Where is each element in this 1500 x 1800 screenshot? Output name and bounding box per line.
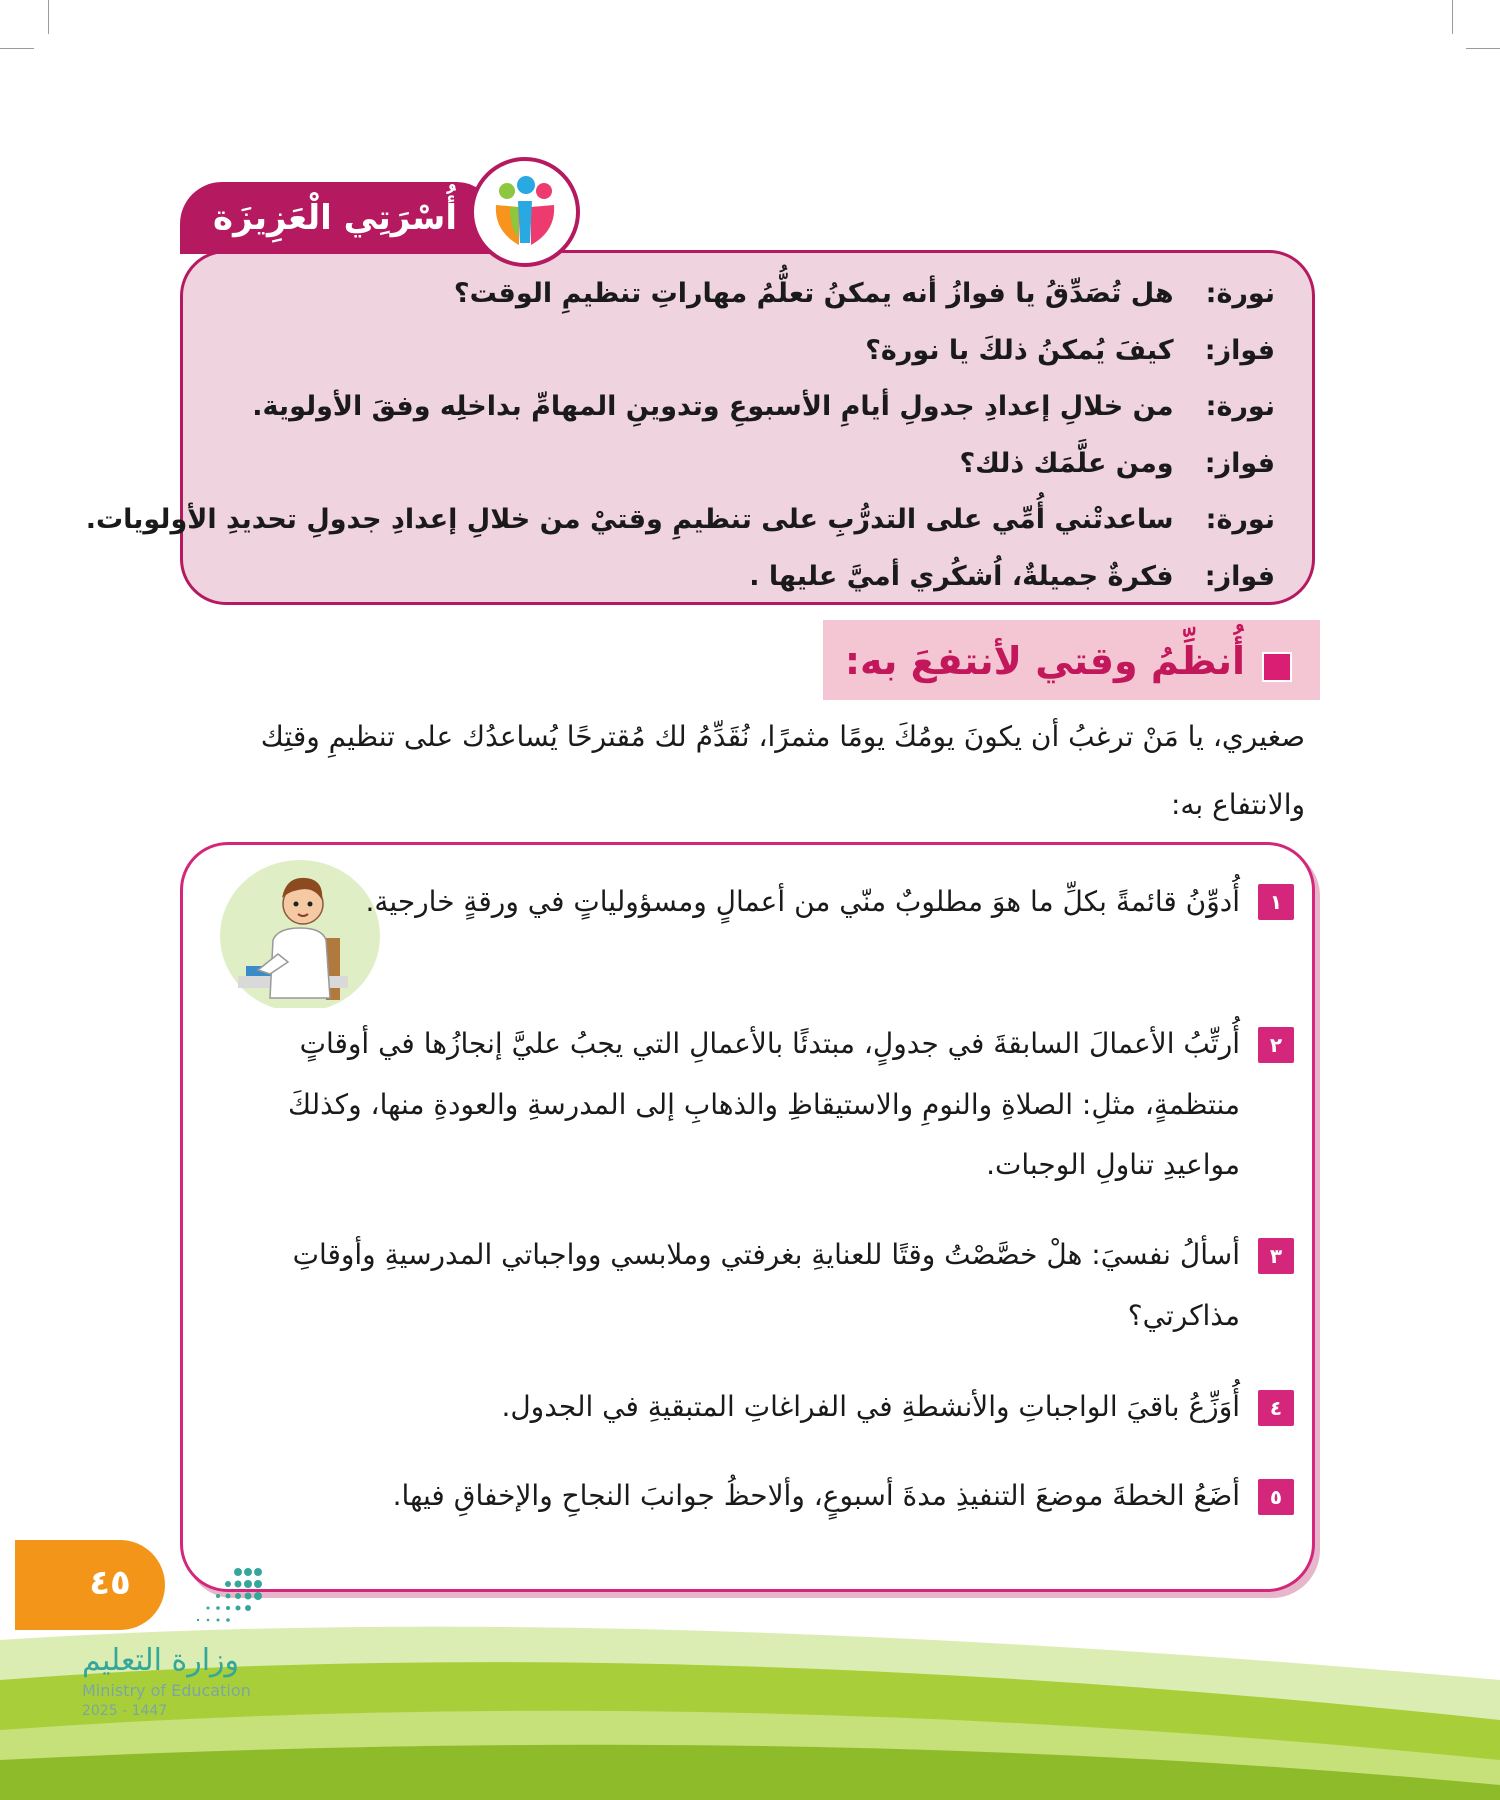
heading-square-icon xyxy=(1262,652,1292,682)
step-text: أُرتِّبُ الأعمالَ السابقةَ في جدولٍ، مبتدئًا بالأعمالِ التي يجبُ عليَّ إنجازُها في أوقاتٍ xyxy=(299,1027,1240,1060)
ministry-name-english: Ministry of Education xyxy=(82,1681,251,1700)
section-title: أُنظِّمُ وقتي لأنتفعَ به: xyxy=(844,639,1245,683)
speaker-label: فواز: xyxy=(1204,561,1275,592)
footer-swoosh xyxy=(0,1610,1500,1800)
dialogue-line xyxy=(195,444,1275,484)
step-number-badge: ٤ xyxy=(1258,1390,1294,1426)
dialogue-line xyxy=(85,500,1275,540)
step-text: منتظمةٍ، مثلِ: الصلاةِ والنومِ والاستيقاظِ والذهابِ إلى المدرسةِ والعودةِ منها، وكذلكَ xyxy=(287,1088,1240,1121)
dialogue-text: من خلالِ إعدادِ جدولِ أيامِ الأسبوعِ وتدوينِ المهامِّ بداخلِه وفقَ الأولوية. xyxy=(252,391,1174,422)
intro-text: صغيري، يا مَنْ ترغبُ أن يكونَ يومُكَ يومًا مثمرًا، نُقَدِّمُ لك مُقترحًا يُساعدُك على تنظيمِ وقتِك xyxy=(260,720,1305,753)
step-text: أضَعُ الخطةَ موضعَ التنفيذِ مدةَ أسبوعٍ، وألاحظُ جوانبَ النجاحِ والإخفاقِ فيها. xyxy=(392,1479,1240,1512)
intro-text: والانتفاع به: xyxy=(1170,788,1305,821)
family-logo-icon xyxy=(470,157,580,267)
crop-mark xyxy=(1466,48,1500,49)
dialogue-text: كيفَ يُمكنُ ذلكَ يا نورة؟ xyxy=(865,335,1174,366)
step-number-badge: ٥ xyxy=(1258,1479,1294,1515)
step-text: أُوَزِّعُ باقيَ الواجباتِ والأنشطةِ في الفراغاتِ المتبقيةِ في الجدول. xyxy=(501,1390,1240,1423)
step-text: أُدوِّنُ قائمةً بكلِّ ما هوَ مطلوبٌ منّي من أعمالٍ ومسؤولياتٍ في ورقةٍ خارجية. xyxy=(365,885,1240,918)
dialogue-line xyxy=(195,274,1275,314)
speaker-label: نورة: xyxy=(1205,391,1275,422)
crop-mark xyxy=(1452,0,1453,34)
ministry-year: 2025 - 1447 xyxy=(82,1703,168,1719)
dialogue-line xyxy=(195,387,1275,427)
step-number-badge: ٣ xyxy=(1258,1238,1294,1274)
dialogue-line xyxy=(195,331,1275,371)
crop-mark xyxy=(0,48,34,49)
ministry-logo-icon xyxy=(148,1562,268,1632)
step-text: مواعيدِ تناولِ الوجبات. xyxy=(986,1148,1240,1181)
crop-mark xyxy=(48,0,49,34)
dialogue-text: ومن علَّمَك ذلك؟ xyxy=(959,448,1174,479)
step-text: أسألُ نفسيَ: هلْ خصَّصْتُ وقتًا للعنايةِ بغرفتي وملابسي وواجباتي المدرسيةِ وأوقاتِ xyxy=(292,1238,1240,1271)
dialogue-text: فكرةٌ جميلةٌ، اُشكُري أميَّ عليها . xyxy=(749,561,1174,592)
family-section-title: أُسْرَتِي الْعَزِيزَة xyxy=(213,198,457,238)
ministry-name-arabic: وزارة التعليم xyxy=(82,1643,240,1678)
step-number-badge: ٢ xyxy=(1258,1027,1294,1063)
speaker-label: نورة: xyxy=(1205,504,1275,535)
step-number-badge: ١ xyxy=(1258,884,1294,920)
page-number: ٤٥ xyxy=(89,1563,131,1603)
dialogue-text: ساعدتْني أُمِّي على التدرُّبِ على تنظيمِ وقتيْ من خلالِ إعدادِ جدولِ تحديدِ الأولويات. xyxy=(85,504,1174,535)
dialogue-line xyxy=(195,557,1275,597)
speaker-label: فواز: xyxy=(1204,335,1275,366)
speaker-label: فواز: xyxy=(1204,448,1275,479)
student-at-desk-icon xyxy=(218,858,383,1008)
step-text: مذاكرتي؟ xyxy=(1127,1299,1240,1332)
speaker-label: نورة: xyxy=(1205,278,1275,309)
dialogue-text: هل تُصَدِّقُ يا فوازُ أنه يمكنُ تعلُّمُ مهاراتِ تنظيمِ الوقت؟ xyxy=(453,278,1174,309)
